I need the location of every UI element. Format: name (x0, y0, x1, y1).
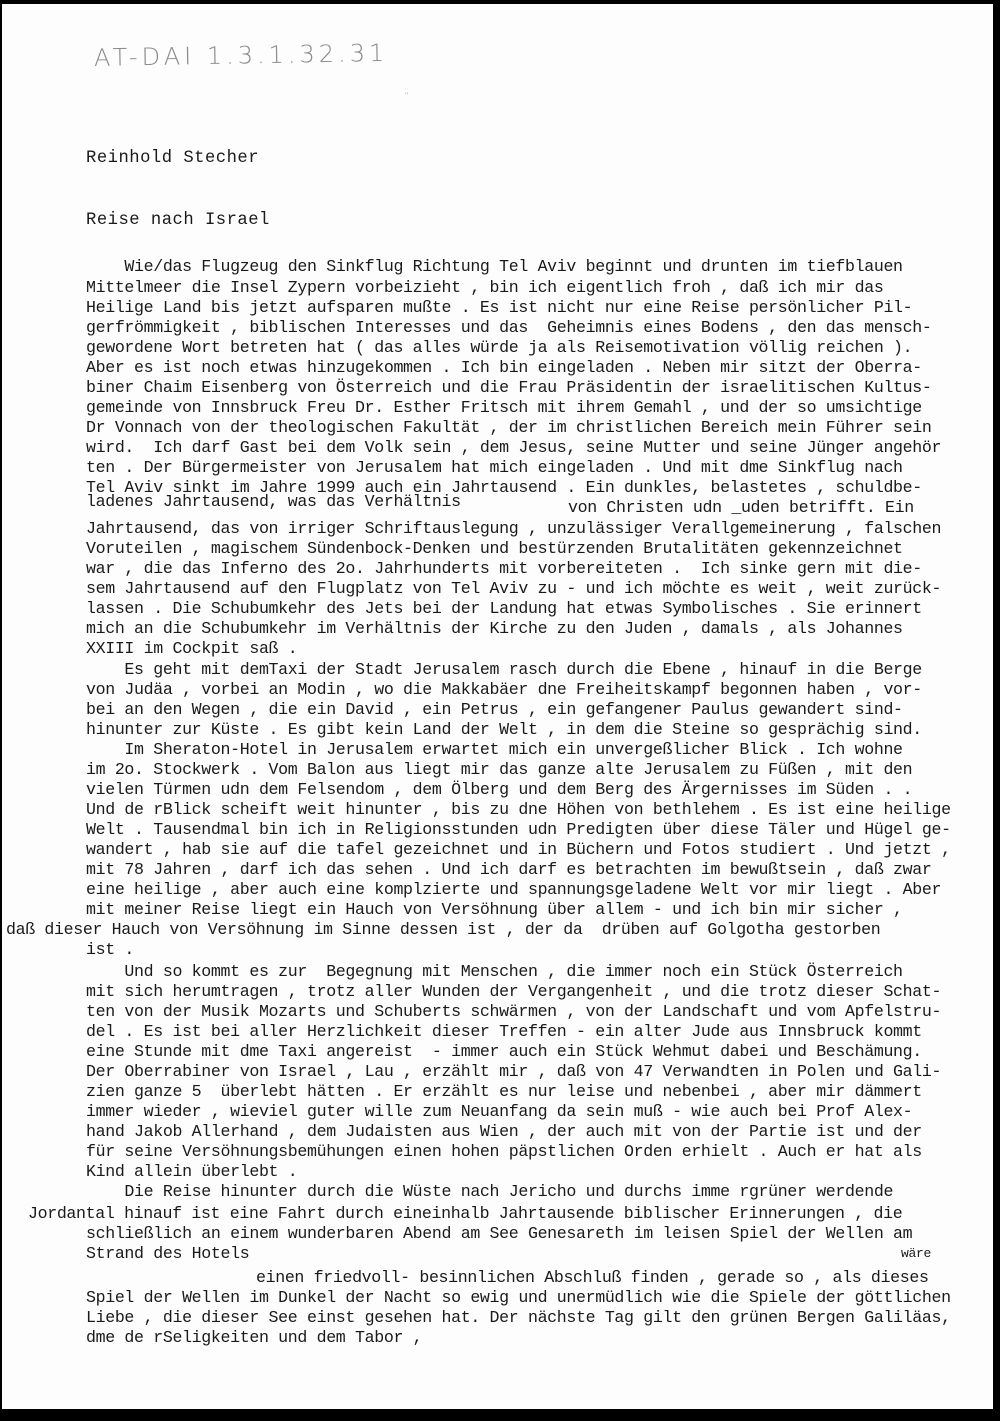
text-line: zien ganze 5 überlebt hätten . Er erzählt es nur leise und nebenbei , aber mir dämmert (86, 1082, 922, 1101)
text-line: Die Reise hinunter durch die Wüste nach Jericho und durchs imme rgrüner werdende (86, 1182, 894, 1201)
text-line: hand Jakob Allerhand , dem Judaisten aus Wien , der auch mit von der Partie ist und der (86, 1122, 922, 1141)
text-line: mit 78 Jahren , darf ich das sehen . Und ich darf es betrachten im bewußtsein , daß zwar (86, 860, 932, 879)
text-line: Im Sheraton-Hotel in Jerusalem erwartet mich ein unvergeßlicher Blick . Ich wohne (86, 740, 903, 759)
text-line: daß dieser Hauch von Versöhnung im Sinne dessen ist , der da drüben auf Golgotha gestorben (6, 920, 881, 939)
text-line: schließlich an einem wunderbaren Abend am See Genesareth im leisen Spiel der Wellen am (86, 1224, 913, 1243)
text-line: Aber es ist noch etwas hinzugekommen . Ich bin eingeladen . Neben mir sitzt der Oberra- (86, 358, 922, 377)
text-line: XXIII im Cockpit saß . (86, 639, 298, 658)
text-line: ladenes Jahrtausend, was das Verhältnis (86, 492, 461, 511)
text-line: für seine Versöhnungsbemühungen einen hohen päpstlichen Orden erhielt . Auch er hat als (86, 1142, 922, 1161)
document-page (2, 4, 993, 1409)
archive-signature: AT-DAI 1.3.1.32.31 (93, 38, 389, 72)
text-line: Und so kommt es zur Begegnung mit Menschen , die immer noch ein Stück Österreich (86, 962, 903, 981)
text-line: mit sich herumtragen , trotz aller Wunden der Vergangenheit , und die trotz dieser Schat- (86, 982, 942, 1001)
text-line: vielen Türmen udn dem Felsendom , dem Ölberg und dem Berg des Ärgernisses im Süden . . (86, 780, 913, 799)
scan-speck: '' (405, 92, 409, 99)
text-line: Kind allein überlebt . (86, 1162, 298, 1181)
text-line: ist . (86, 940, 135, 959)
text-line: mit meiner Reise liegt ein Hauch von Versöhnung über allem - und ich bin mir sicher , (86, 900, 903, 919)
text-line: Spiel der Wellen im Dunkel der Nacht so ewig und unermüdlich wie die Spiele der göttlichen (86, 1288, 951, 1307)
text-line: im 2o. Stockwerk . Vom Balon aus liegt mir das ganze alte Jerusalem zu Füßen , mit den (86, 760, 913, 779)
text-line: gewordene Wort betreten hat ( das alles würde ja als Reisemotivation völlig reichen ). (86, 338, 913, 357)
text-line: Voruteilen , magischem Sündenbock-Denken und bestürzenden Brutalitäten gekennzeichnet (86, 539, 903, 558)
text-line: wandert , hab sie auf die tafel gezeichnet und in Büchern und Fotos studiert . Und jetzt , (86, 840, 951, 859)
text-line: Liebe , die dieser See einst gesehen hat. Der nächste Tag gilt den grünen Bergen Galiläas, (86, 1308, 951, 1327)
text-line: Es geht mit demTaxi der Stadt Jerusalem rasch durch die Ebene , hinauf in die Berge (86, 660, 922, 679)
text-line: einen friedvoll- besinnlichen Abschluß finden , gerade so , als dieses (256, 1268, 929, 1287)
text-line: lassen . Die Schubumkehr des Jets bei der Landung hat etwas Symbolisches . Sie erinnert (86, 599, 922, 618)
text-line: bei an den Wegen , die ein David , ein Petrus , ein gefangener Paulus gewandert sind- (86, 700, 903, 719)
text-line: eine Stunde mit dme Taxi angereist - immer auch ein Stück Wehmut dabei und Beschämung. (86, 1042, 922, 1061)
text-line: ten . Der Bürgermeister von Jerusalem hat mich eingeladen . Und mit dme Sinkflug nach (86, 458, 903, 477)
text-line: ten von der Musik Mozarts und Schuberts schwärmen , von der Landschaft und vom Apfelstru- (86, 1002, 942, 1021)
inserted-word: wäre (901, 1246, 932, 1261)
document-title: Reise nach Israel (86, 211, 270, 230)
text-line: Strand des Hotels (86, 1244, 250, 1263)
text-line: von Christen udn _uden betrifft. Ein (568, 498, 914, 517)
text-line: von Judäa , vorbei an Modin , wo die Makkabäer dne Freiheitskampf begonnen haben , vor- (86, 680, 922, 699)
text-line: wird. Ich darf Gast bei dem Volk sein , dem Jesus, seine Mutter und seine Jünger angehör (86, 438, 942, 457)
text-line: war , die das Inferno des 2o. Jahrhunderts mit vorbereiteten . Ich sinke gern mit die- (86, 559, 922, 578)
text-line: Mittelmeer die Insel Zypern vorbeizieht , bin ich eigentlich froh , daß ich mir das (86, 278, 884, 297)
text-line: Dr Vonnach von der theologischen Fakultät , der im christlichen Bereich mein Führer sein (86, 418, 932, 437)
text-line: Der Oberrabiner von Israel , Lau , erzählt mir , daß von 47 Verwandten in Polen und Gali- (86, 1062, 942, 1081)
text-line: sem Jahrtausend auf den Flugplatz von Tel Aviv zu - und ich möchte es weit , weit zurück- (86, 579, 942, 598)
text-line: dme de rSeligkeiten und dem Tabor , (86, 1328, 423, 1347)
text-line: Heilige Land bis jetzt aufsparen mußte . Es ist nicht nur eine Reise persönlicher Pil- (86, 298, 913, 317)
text-line: Welt . Tausendmal bin ich in Religionsstunden udn Predigten über diese Täler und Hügel ge- (86, 820, 951, 839)
text-line: immer wieder , wieviel guter wille zum Neuanfang da sein muß - wie auch bei Prof Alex- (86, 1102, 913, 1121)
text-line: del . Es ist bei aller Herzlichkeit dieser Treffen - ein alter Jude aus Innsbruck kommt (86, 1022, 922, 1041)
text-line: biner Chaim Eisenberg von Österreich und die Frau Präsidentin der israelitischen Kultus- (86, 378, 932, 397)
text-line: Jahrtausend, das von irriger Schriftauslegung , unzulässiger Verallgemeinerung , falschen (86, 519, 942, 538)
text-line: mich an die Schubumkehr im Verhältnis der Kirche zu den Juden , damals , als Johannes (86, 619, 903, 638)
text-line: Jordantal hinauf ist eine Fahrt durch eineinhalb Jahrtausende biblischer Erinnerungen , die (28, 1204, 903, 1223)
text-line: Wie/das Flugzeug den Sinkflug Richtung Tel Aviv beginnt und drunten im tiefblauen (86, 257, 903, 276)
text-line: Tel Aviv sinkt im Jahre 1999 auch ein Jahrtausend . Ein dunkles, belastetes , schuldbe- (86, 478, 922, 497)
text-line: hinunter zur Küste . Es gibt kein Land der Welt , in dem die Steine so gesprächig sind. (86, 720, 922, 739)
text-line: Und de rBlick scheift weit hinunter , bis zu dne Höhen von bethlehem . Es ist eine heilige (86, 800, 951, 819)
author-name: Reinhold Stecher (86, 149, 260, 168)
text-line: gerfrömmigkeit , biblischen Interesses und das Geheimnis eines Bodens , den das mensch- (86, 318, 932, 337)
text-line: gemeinde von Innsbruck Freu Dr. Esther Fritsch mit ihrem Gemahl , und der so umsichtige (86, 398, 922, 417)
text-line: eine heilige , aber auch eine komplzierte und spannungsgeladene Welt vor mir liegt . Aber (86, 880, 942, 899)
